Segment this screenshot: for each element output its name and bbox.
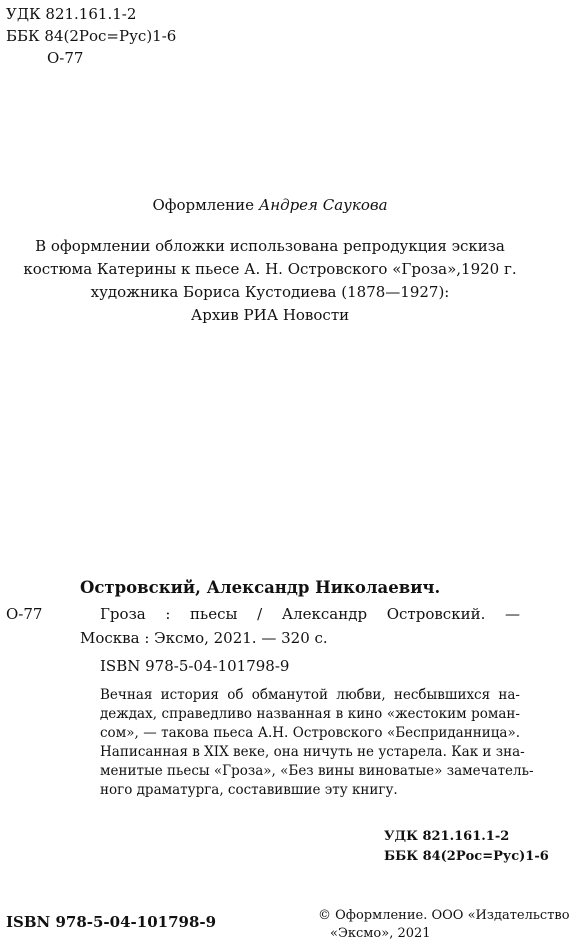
designer-name: Андрея Саукова — [258, 196, 388, 214]
catalog-title-line: Гроза : пьесы / Александр Островский. — — [100, 605, 520, 623]
copyright-line: «Эксмо», 2021 — [330, 926, 431, 941]
author-mark: О-77 — [47, 49, 84, 67]
bbk-code: ББК 84(2Рос=Рус)1-6 — [6, 27, 177, 45]
annotation-line: ного драматурга, составившие эту книгу. — [100, 782, 398, 798]
cover-note-line: Архив РИА Новости — [190, 306, 350, 324]
udk-code: УДК 821.161.1-2 — [6, 5, 137, 23]
annotation-line: сом», — такова пьеса А.Н. Островского «Бесприданница». — [100, 725, 520, 741]
bottom-bbk-code: ББК 84(2Рос=Рус)1-6 — [384, 849, 549, 864]
cover-note-line: В оформлении обложки использована репродукция эскиза — [35, 237, 505, 255]
catalog-isbn: ISBN 978-5-04-101798-9 — [100, 657, 290, 675]
annotation-line: менитые пьесы «Гроза», «Без вины виноватые» замечатель- — [100, 763, 534, 779]
annotation-line: Написанная в XIX веке, она ничуть не устарела. Как и зна- — [100, 744, 525, 760]
copyright-line: © Оформление. ООО «Издательство — [318, 908, 570, 923]
annotation-line: Вечная история об обманутой любви, несбывшихся на- — [100, 687, 520, 703]
design-credit-prefix: Оформление — [152, 196, 259, 214]
bottom-udk-code: УДК 821.161.1-2 — [384, 829, 510, 844]
footer-isbn: ISBN 978-5-04-101798-9 — [6, 913, 217, 931]
cover-note-line: костюма Катерины к пьесе А. Н. Островского «Гроза»,1920 г. — [23, 260, 517, 278]
cover-note-line: художника Бориса Кустодиева (1878—1927): — [90, 283, 450, 301]
design-credit — [0, 196, 540, 215]
catalog-author-mark: О-77 — [6, 605, 43, 623]
annotation-paragraph — [100, 686, 534, 800]
annotation-line: деждах, справедливо названная в кино «жестоким роман- — [100, 706, 520, 722]
catalog-author-heading: Островский, Александр Николаевич. — [80, 578, 441, 597]
catalog-imprint-line: Москва : Эксмо, 2021. — 320 с. — [80, 629, 328, 647]
